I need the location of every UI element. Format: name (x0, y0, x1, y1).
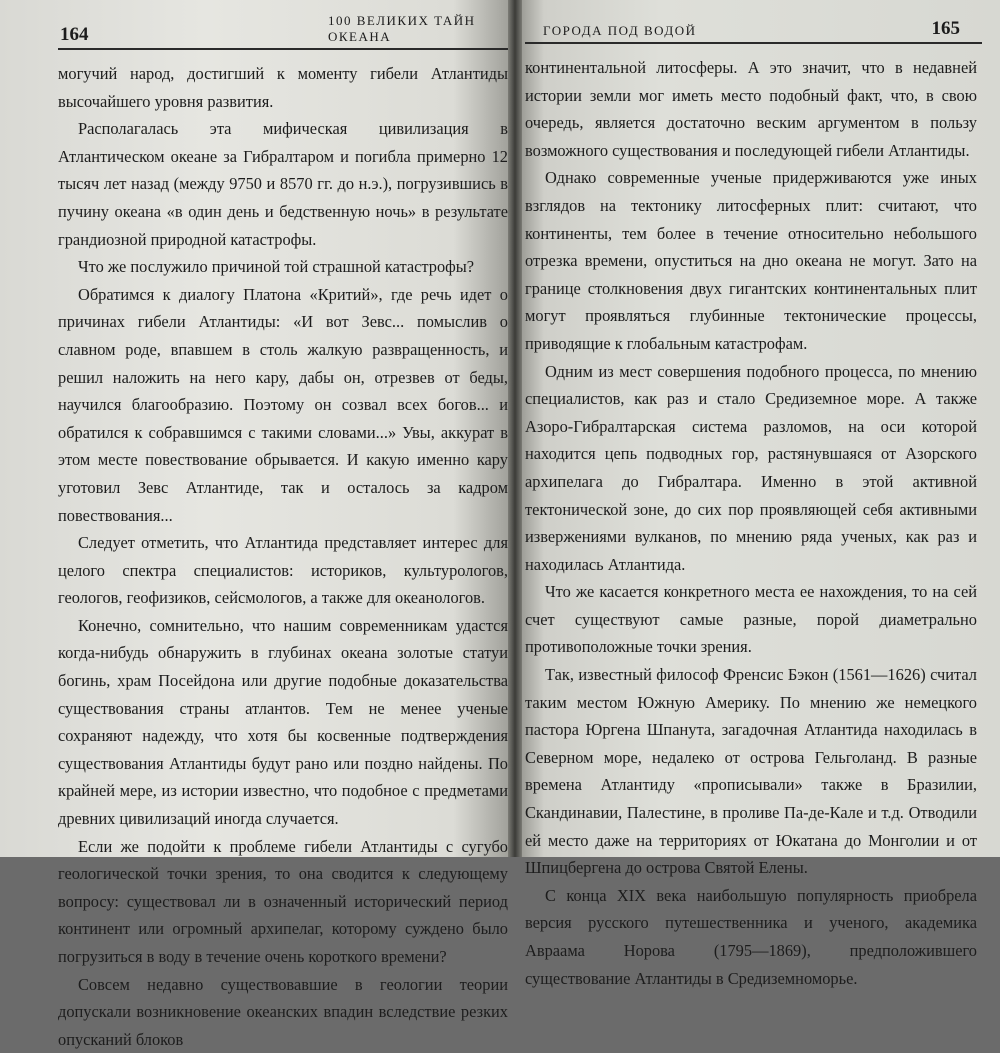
paragraph: С конца XIX века наибольшую популярность приобрела версия русского путешественника и ученого, академика Авраама Норова (1795—1869), предположившего существование Атлантиды в Средиземноморье. (525, 885, 977, 988)
right-page (515, 0, 1000, 988)
paragraph: Следует отметить, что Атлантида представляет интерес для целого спектра специалистов: историков, культурологов, геологов, геофизиков, сейсмологов, а также для океанологов. (58, 533, 508, 608)
paragraph: Располагалась эта мифическая цивилизация в Атлантическом океане за Гибралтаром и погибла примерно 12 тысяч лет назад (между 9750 и 8570 гг. до н.э.), погрузившись в пучину океана «в один день и бедственную ночь» в результате грандиозной природной катастрофы. (58, 119, 508, 249)
left-page-header (58, 13, 511, 50)
page-number: 164 (60, 24, 89, 45)
right-page-header (525, 18, 982, 44)
running-head: ГОРОДА ПОД ВОДОЙ (543, 23, 697, 38)
paragraph: Что же касается конкретного места ее нахождения, то на сей счет существуют самые разные, порой диаметрально противоположные точки зрения. (525, 582, 977, 657)
right-page-text (525, 54, 977, 992)
paragraph: Однако современные ученые придерживаются уже иных взглядов на тектонику литосферных плит: считают, что континенты, тем более в течение относительно небольшого отрезка времени, опуститься на дно океана не могут. Зато на границе столкновения двух гигантских континентальных плит могут проявляться глубинные тектонические процессы, приводящие к глобальным катастрофам. (525, 168, 977, 353)
paragraph: Так, известный философ Френсис Бэкон (1561—1626) считал таким местом Южную Америку. По мнению же немецкого пастора Юргена Шпанута, загадочная Атлантида находилась в Северном море, недалеко от острова Гельголанд. В разные времена Атлантиду «прописывали» также в Бразилии, Скандинавии, Палестине, в проливе Па-де-Кале и т.д. Отводили ей место даже на территориях от Юкатана до Монголии и от Шпицбергена до острова Святой Елены. (525, 665, 977, 878)
paragraph: Что же послужило причиной той страшной катастрофы? (78, 257, 475, 277)
page-number: 165 (931, 18, 960, 39)
paragraph: континентальной литосферы. А это значит, что в недавней истории земли мог иметь место подобный факт, что, в свою очередь, является достаточно веским аргументом в пользу возможного существования и последующей гибели Атлантиды. (525, 58, 977, 160)
paragraph: Обратимся к диалогу Платона «Критий», где речь идет о причинах гибели Атлантиды: «И вот Зевс... помыслив о славном роде, впавшем в столь жалкую развращенность, и решил наложить на него кару, дабы он, отрезвев от беды, научился благообразию. Поэтому он созвал всех богов... и обратился к собравшимся с такими словами...» Увы, аккурат в этом месте повествование обрывается. И какую именно кару уготовил Зевс Атлантиде, так и осталось за кадром повествования... (58, 284, 508, 525)
paragraph: Одним из мест совершения подобного процесса, по мнению специалистов, как раз и стало Средиземное море. А также Азоро-Гибралтарская система разломов, на оси которой находится цепь подводных гор, растянувшаяся от Азорского архипелага до Гибралтара. Именно в этой активной тектонической зоне, до сих пор проявляющей себя активными извержениями вулканов, по мнению ряда ученых, как раз и находилась Атлантида. (525, 361, 977, 574)
paragraph: Конечно, сомнительно, что нашим современникам удастся когда-нибудь обнаружить в глубинах океана золотые статуи богинь, храм Посейдона или другие подобные доказательства существования страны атлантов. Тем не менее ученые сохраняют надежду, что хотя бы косвенные подтверждения существования Атлантиды будут рано или поздно найдены. По крайней мере, из истории известно, что подобное с предметами древних цивилизаций иногда случается. (58, 615, 508, 829)
paragraph: Совсем недавно существовавшие в геологии теории допускали возникновение океанских впадин вследствие резких опусканий блоков (58, 974, 508, 1049)
book-gutter (508, 0, 522, 857)
left-page-text (58, 60, 508, 1053)
paragraph: могучий народ, достигший к моменту гибели Атлантиды высочайшего уровня развития. (58, 64, 508, 111)
paragraph: Если же подойти к проблеме гибели Атлантиды с сугубо геологической точки зрения, то она сводится к следующему вопросу: существовал ли в означенный исторический период континент или огромный архипелаг, которому суждено было погрузиться в воду в течение очень короткого времени? (58, 836, 508, 966)
running-head: 100 ВЕЛИКИХ ТАЙН ОКЕАНА (328, 13, 476, 44)
